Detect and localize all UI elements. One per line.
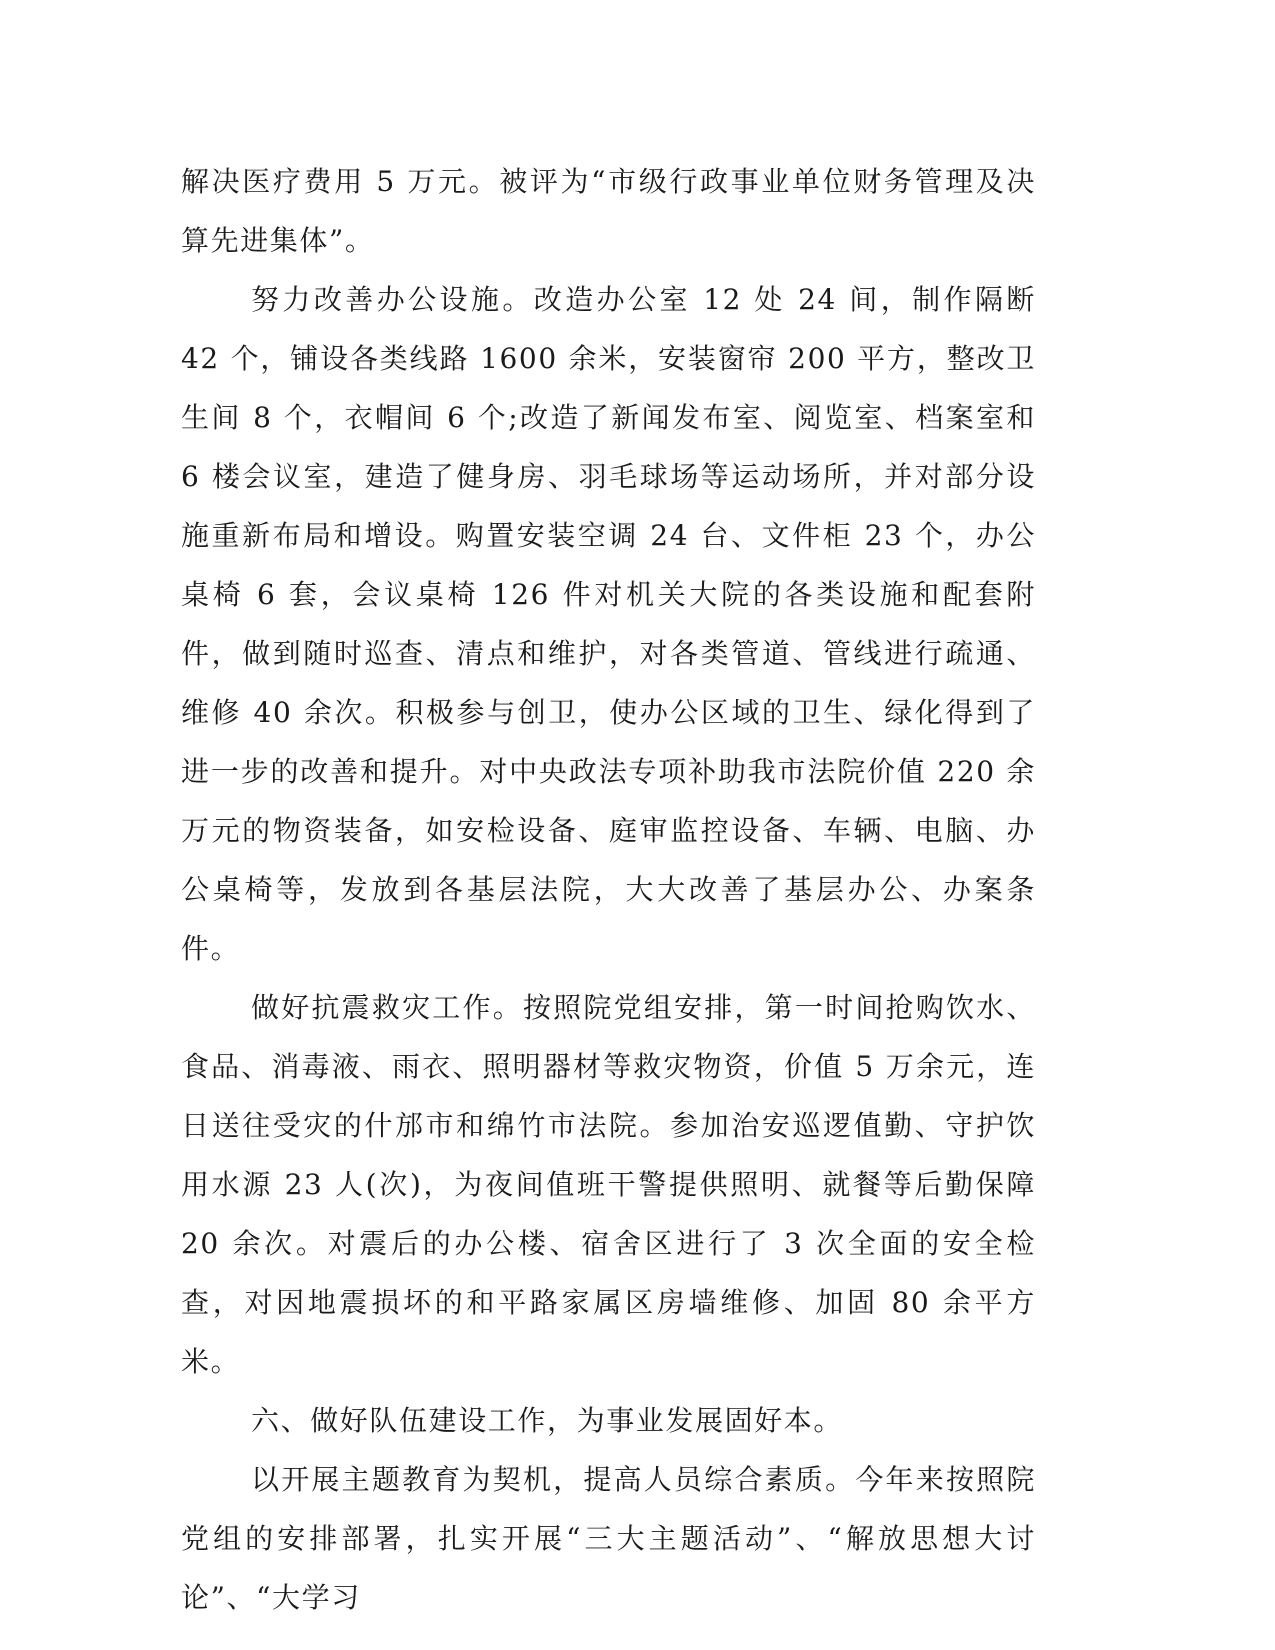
paragraph-earthquake-relief: 做好抗震救灾工作。按照院党组安排，第一时间抢购饮水、食品、消毒液、雨衣、照明器材等救灾物资，价值 5 万余元，连日送往受灾的什邡市和绵竹市法院。参加治安巡逻值勤、守护饮用水源 23 人(次)，为夜间值班干警提供照明、就餐等后勤保障 20 余次。对震后的办公楼、宿舍区进行了 3 次全面的安全检查，对因地震损坏的和平路家属区房墙维修、加固 80 余平方米。 (181, 991, 1036, 1378)
paragraph-theme-education: 以开展主题教育为契机，提高人员综合素质。今年来按照院党组的安排部署，扎实开展“三大主题活动”、“解放思想大讨论”、“大学习 (181, 1463, 1036, 1614)
document-body (181, 152, 1036, 1627)
paragraph-1: 解决医疗费用 5 万元。被评为“市级行政事业单位财务管理及决算先进集体”。 (181, 165, 1036, 257)
paragraph-office-facilities: 努力改善办公设施。改造办公室 12 处 24 间，制作隔断 42 个，铺设各类线路 1600 余米，安装窗帘 200 平方，整改卫生间 8 个，衣帽间 6 个;改造了新闻发布室、阅览室、档案室和 6 楼会议室，建造了健身房、羽毛球场等运动场所，并对部分设施重新布局和增设。购置安装空调 24 台、文件柜 23 个，办公桌椅 6 套，会议桌椅 126 件对机关大院的各类设施和配套附件，做到随时巡查、清点和维护，对各类管道、管线进行疏通、维修 40 余次。积极参与创卫，使办公区域的卫生、绿化得到了进一步的改善和提升。对中央政法专项补助我市法院价值 220 余万元的物资装备，如安检设备、庭审监控设备、车辆、电脑、办公桌椅等，发放到各基层法院，大大改善了基层办公、办案条件。 (181, 283, 1036, 965)
section-heading-team-building: 六、做好队伍建设工作，为事业发展固好本。 (251, 1404, 844, 1437)
